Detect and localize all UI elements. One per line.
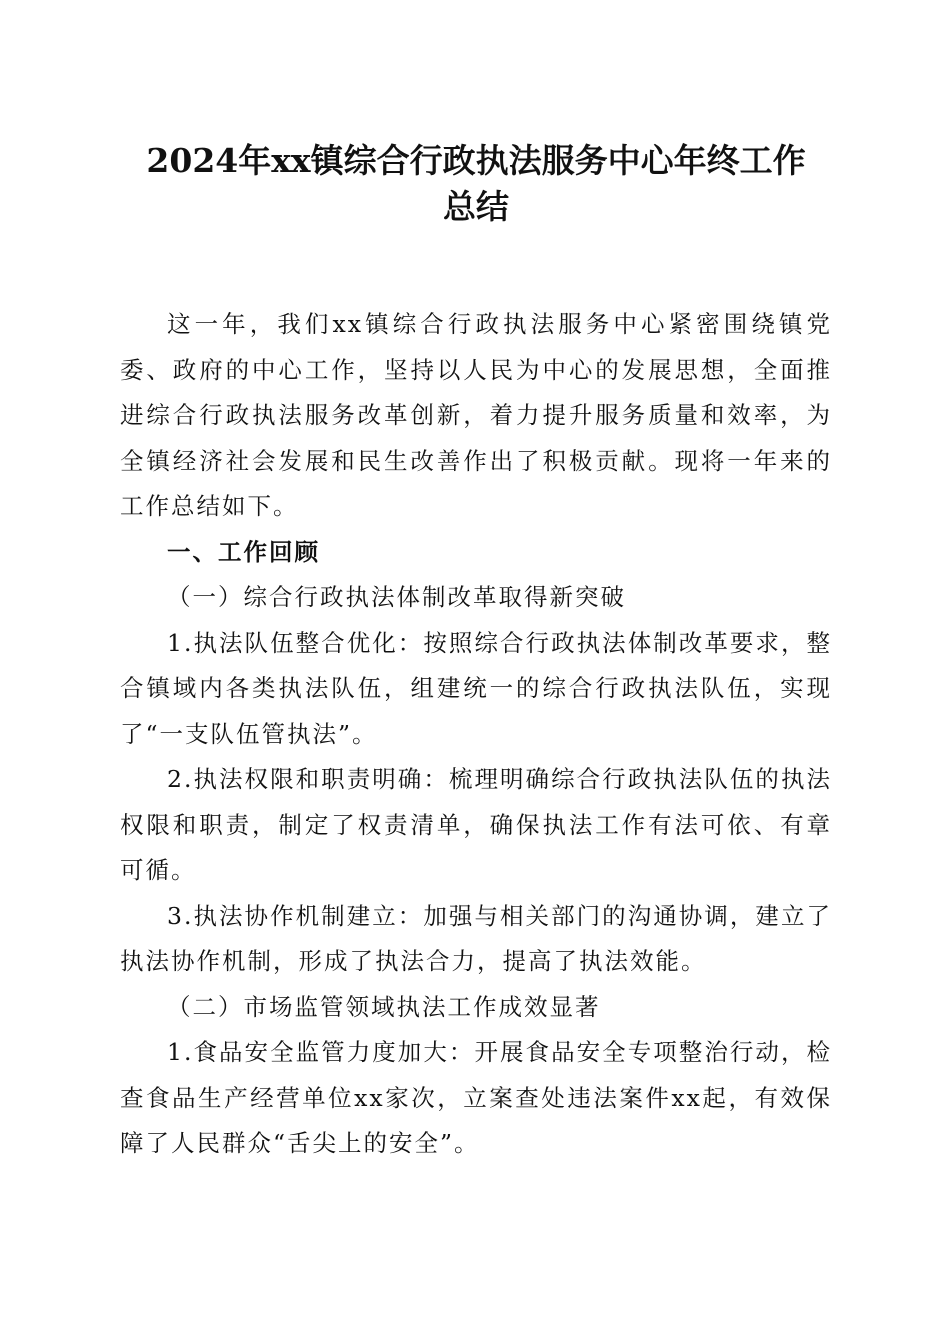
list-item: 3.执法协作机制建立：加强与相关部门的沟通协调，建立了执法协作机制，形成了执法合力，提高了执法效能。 — [120, 901, 832, 975]
section-heading-work-review: 一、工作回顾 — [167, 537, 320, 566]
title-line-2: 总结 — [443, 187, 509, 226]
title-line-1: 2024年xx镇综合行政执法服务中心年终工作 — [146, 141, 806, 180]
subsection-heading-2: （二）市场监管领域执法工作成效显著 — [167, 992, 601, 1021]
list-item: 1.执法队伍整合优化：按照综合行政执法体制改革要求，整合镇域内各类执法队伍，组建统一的综合行政执法队伍，实现了“一支队伍管执法”。 — [120, 628, 832, 748]
document-page — [120, 138, 832, 1167]
subsection-heading-1: （一）综合行政执法体制改革取得新突破 — [167, 583, 626, 611]
list-item: 2.执法权限和职责明确：梳理明确综合行政执法队伍的执法权限和职责，制定了权责清单，确保执法工作有法可依、有章可循。 — [120, 765, 832, 884]
list-item: 1.食品安全监管力度加大：开展食品安全专项整治行动，检查食品生产经营单位xx家次，立案查处违法案件xx起，有效保障了人民群众“舌尖上的安全”。 — [120, 1038, 832, 1157]
document-title — [120, 138, 832, 230]
intro-paragraph: 这一年，我们xx镇综合行政执法服务中心紧密围绕镇党委、政府的中心工作，坚持以人民为中心的发展思想，全面推进综合行政执法服务改革创新，着力提升服务质量和效率，为全镇经济社会发展和民生改善作出了积极贡献。现将一年来的工作总结如下。 — [120, 310, 832, 520]
